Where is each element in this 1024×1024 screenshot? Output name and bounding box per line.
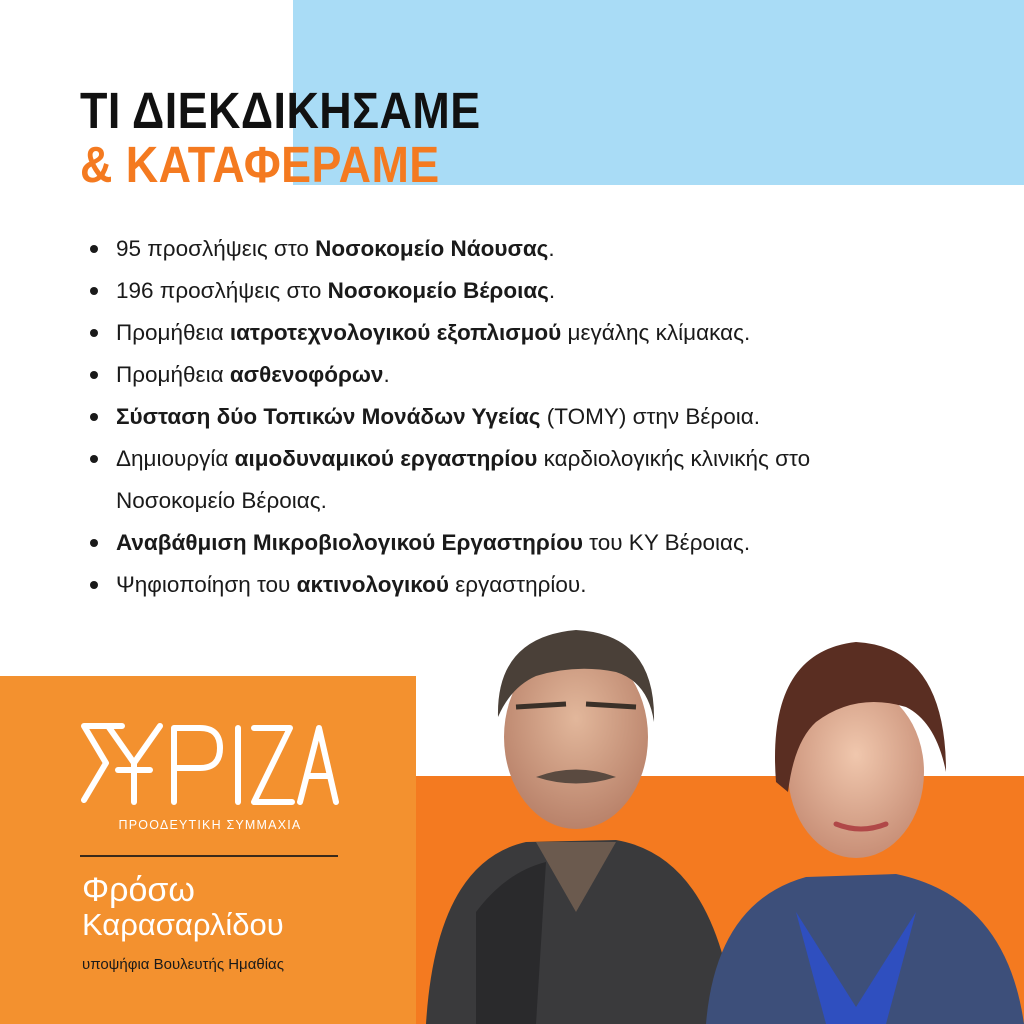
headline-line-2: & ΚΑΤΑΦΕΡΑΜΕ: [80, 136, 440, 193]
list-item: Ψηφιοποίηση του ακτινολογικού εργαστηρίου.: [90, 564, 910, 606]
headline: [80, 84, 481, 192]
list-item: 95 προσλήψεις στο Νοσοκομείο Νάουσας.: [90, 228, 910, 270]
achievements-list: [90, 228, 910, 606]
list-item: Αναβάθμιση Μικροβιολογικού Εργαστηρίου του ΚΥ Βέροιας.: [90, 522, 910, 564]
party-subtitle: ΠΡΟΟΔΕΥΤΙΚΗ ΣΥΜΜΑΧΙΑ: [118, 818, 302, 832]
list-item: 196 προσλήψεις στο Νοσοκομείο Βέροιας.: [90, 270, 910, 312]
list-item: Σύσταση δύο Τοπικών Μονάδων Υγείας (ΤΟΜΥ) στην Βέροια.: [90, 396, 910, 438]
divider-line: [80, 855, 338, 857]
list-item: Προμήθεια ιατροτεχνολογικού εξοπλισμού μεγάλης κλίμακας.: [90, 312, 910, 354]
candidate-last-name: Καρασαρλίδου: [82, 907, 284, 942]
candidate-role: υποψήφια Βουλευτής Ημαθίας: [82, 956, 284, 973]
candidate-first-name: Φρόσω: [82, 871, 195, 909]
headline-line-1: ΤΙ ΔΙΕΚΔΙΚΗΣΑΜΕ: [80, 82, 481, 139]
list-item: Δημιουργία αιμοδυναμικού εργαστηρίου καρδιολογικής κλινικής στο Νοσοκομείο Βέροιας.: [90, 438, 886, 522]
list-item: Προμήθεια ασθενοφόρων.: [90, 354, 910, 396]
candidates-photo: [416, 612, 1024, 1024]
syriza-logo-icon: [78, 718, 340, 808]
